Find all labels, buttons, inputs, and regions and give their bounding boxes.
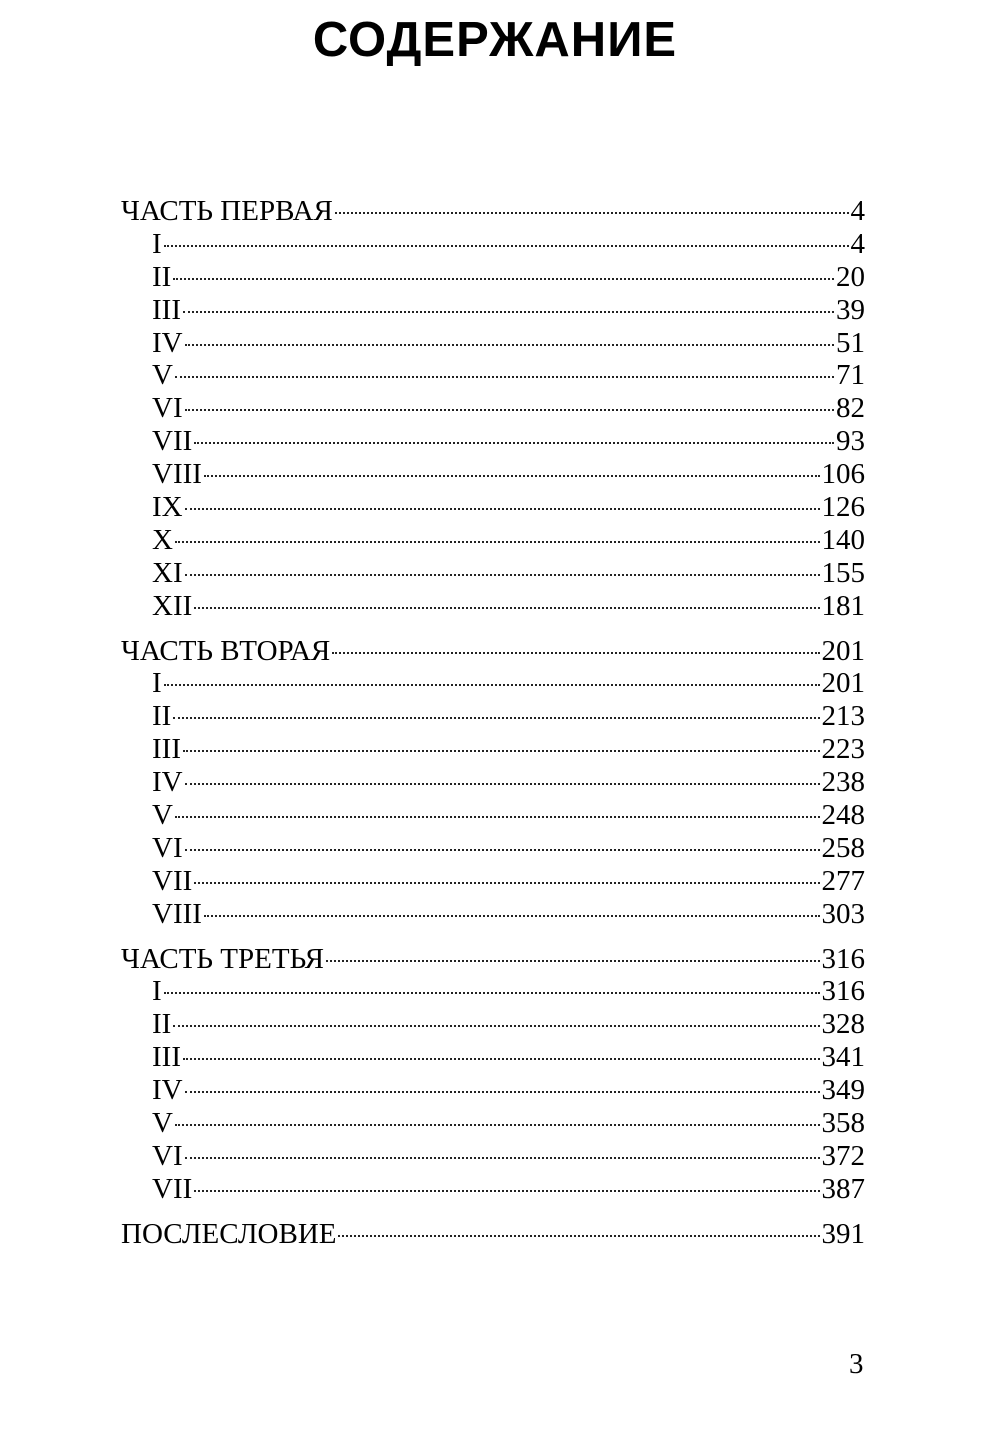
chapter-page-number: 258 [821,831,865,864]
chapter-label: I [152,227,162,260]
chapter-label: VI [152,1139,183,1172]
toc-chapter-entry[interactable] [121,667,865,700]
table-of-contents [121,195,865,1263]
chapter-label: II [152,700,172,733]
dot-leader [175,541,820,543]
toc-chapter-entry[interactable] [121,1107,865,1140]
toc-part [121,943,865,1206]
toc-chapter-entry[interactable] [121,1173,865,1206]
dot-leader [332,652,819,654]
toc-chapter-entry[interactable] [121,524,865,557]
chapter-page-number: 71 [836,359,865,392]
dot-leader [185,344,834,346]
chapter-page-number: 39 [836,293,865,326]
chapter-page-number: 4 [850,227,865,260]
part-label: ЧАСТЬ ПЕРВАЯ [121,195,333,227]
toc-chapter-entry[interactable] [121,590,865,623]
toc-chapter-entry[interactable] [121,1041,865,1074]
toc-chapter-entry[interactable] [121,327,865,360]
toc-chapter-entry[interactable] [121,392,865,425]
chapter-page-number: 126 [821,491,865,524]
chapter-page-number: 277 [821,864,865,897]
dot-leader [173,1025,819,1027]
chapter-page-number: 341 [821,1041,865,1074]
chapter-label: VI [152,831,183,864]
chapter-label: V [152,359,173,392]
dot-leader [164,684,820,686]
chapter-label: X [152,523,173,556]
dot-leader [335,212,849,214]
page-number: 3 [849,1348,864,1380]
toc-chapter-entry[interactable] [121,557,865,590]
chapter-page-number: 349 [821,1074,865,1107]
dot-leader [164,245,849,247]
dot-leader [175,816,820,818]
toc-part-entry[interactable] [121,943,865,976]
chapter-page-number: 248 [821,799,865,832]
part-label: ЧАСТЬ ТРЕТЬЯ [121,942,325,975]
dot-leader [175,376,834,378]
chapter-label: II [152,260,172,293]
chapter-label: VII [152,425,193,458]
chapter-label: VI [152,392,183,425]
chapter-page-number: 51 [836,326,865,359]
toc-chapter-entry[interactable] [121,491,865,524]
toc-part [121,635,865,931]
dot-leader [164,992,820,994]
chapter-page-number: 82 [836,392,865,425]
toc-chapter-entry[interactable] [121,700,865,733]
dot-leader [185,1091,820,1093]
chapter-page-number: 387 [821,1172,865,1205]
toc-chapter-entry[interactable] [121,799,865,832]
dot-leader [194,442,834,444]
part-page-number: 391 [821,1217,865,1250]
toc-part-entry[interactable] [121,635,865,668]
part-page-number: 201 [821,634,865,667]
dot-leader [185,849,820,851]
toc-chapter-entry[interactable] [121,1074,865,1107]
dot-leader [204,915,820,917]
dot-leader [204,475,820,477]
toc-chapter-entry[interactable] [121,261,865,294]
toc-part [121,1218,865,1251]
chapter-page-number: 316 [821,975,865,1008]
chapter-label: IX [152,491,183,524]
toc-part [121,195,865,623]
toc-chapter-entry[interactable] [121,733,865,766]
chapter-label: I [152,975,162,1008]
chapter-page-number: 213 [821,700,865,733]
chapter-label: XII [152,589,193,622]
chapter-page-number: 328 [821,1008,865,1041]
dot-leader [185,409,834,411]
toc-chapter-entry[interactable] [121,975,865,1008]
dot-leader [185,1157,820,1159]
toc-chapter-entry[interactable] [121,766,865,799]
chapter-label: IV [152,1074,183,1107]
chapter-label: III [152,293,181,326]
chapter-label: IV [152,766,183,799]
part-page-number: 4 [850,195,865,227]
chapter-page-number: 93 [836,425,865,458]
chapter-page-number: 358 [821,1107,865,1140]
chapter-label: IV [152,326,183,359]
chapter-page-number: 223 [821,733,865,766]
dot-leader [173,717,819,719]
chapter-label: VIII [152,458,202,491]
chapter-label: V [152,799,173,832]
chapter-page-number: 201 [821,667,865,700]
toc-chapter-entry[interactable] [121,898,865,931]
dot-leader [194,607,819,609]
part-label: ЧАСТЬ ВТОРАЯ [121,634,331,667]
toc-chapter-entry[interactable] [121,832,865,865]
chapter-page-number: 372 [821,1139,865,1172]
chapter-page-number: 106 [821,458,865,491]
toc-chapter-entry[interactable] [121,458,865,491]
chapter-label: XI [152,556,183,589]
chapter-label: VII [152,1172,193,1205]
chapter-page-number: 140 [821,523,865,556]
toc-chapter-entry[interactable] [121,228,865,261]
toc-chapter-entry[interactable] [121,1008,865,1041]
chapter-label: VII [152,864,193,897]
page-title: СОДЕРЖАНИЕ [312,13,678,67]
dot-leader [185,508,820,510]
part-label: ПОСЛЕСЛОВИЕ [121,1217,337,1250]
dot-leader [183,311,834,313]
chapter-page-number: 155 [821,556,865,589]
toc-chapter-entry[interactable] [121,1140,865,1173]
chapter-page-number: 20 [836,260,865,293]
dot-leader [185,783,820,785]
dot-leader [185,574,820,576]
dot-leader [175,1124,820,1126]
part-page-number: 316 [821,942,865,975]
toc-chapter-entry[interactable] [121,865,865,898]
chapter-page-number: 303 [821,897,865,930]
chapter-label: VIII [152,897,202,930]
toc-chapter-entry[interactable] [121,425,865,458]
dot-leader [183,750,820,752]
dot-leader [326,960,819,962]
chapter-label: III [152,733,181,766]
toc-chapter-entry[interactable] [121,359,865,392]
chapter-page-number: 181 [821,589,865,622]
dot-leader [338,1235,819,1237]
toc-part-entry[interactable] [121,1218,865,1251]
dot-leader [194,882,819,884]
toc-part-entry[interactable] [121,195,865,228]
chapter-label: V [152,1107,173,1140]
chapter-label: II [152,1008,172,1041]
dot-leader [194,1190,819,1192]
chapter-label: III [152,1041,181,1074]
chapter-label: I [152,667,162,700]
dot-leader [183,1058,820,1060]
dot-leader [173,278,834,280]
chapter-page-number: 238 [821,766,865,799]
toc-chapter-entry[interactable] [121,294,865,327]
